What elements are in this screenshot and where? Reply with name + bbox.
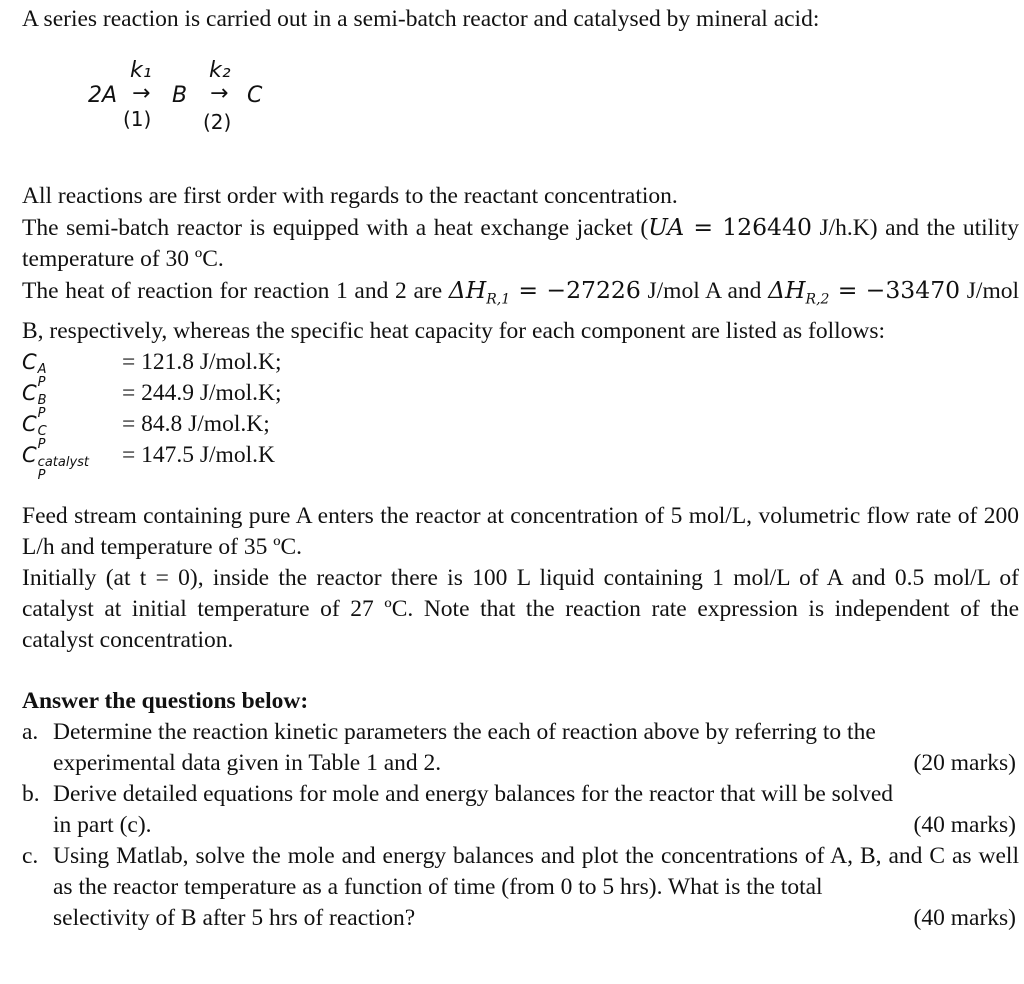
order-statement: All reactions are first order with regards to the reactant concentration. [22, 183, 678, 209]
question-a: a. Determine the reaction kinetic parameters the each of reaction above by referring to the experimental data given in Table 1 and 2. (20 marks) [22, 717, 1019, 779]
reaction-label-1: (1) [123, 107, 152, 131]
reactant-2a: 2A [88, 83, 118, 108]
cp-row-catalyst: C catalyst P = 147.5 J/mol.K [22, 441, 275, 483]
intro-text: A series reaction is carried out in a semi-batch reactor and catalysed by mineral acid: [22, 6, 820, 32]
question-b: b. Derive detailed equations for mole and energy balances for the reactor that will be solved in part (c). (40 marks) [22, 779, 1019, 841]
product-c: C [247, 83, 263, 108]
feed-statement: Feed stream containing pure A enters the reactor at concentration of 5 mol/L, volumetric flow rate of 200 L/h and temperature of 35 ºC. [22, 502, 1019, 560]
marks-b: (40 marks) [913, 811, 1016, 838]
rate-constant-k2: k₂ [209, 58, 231, 83]
reaction-arrow-1: → [132, 81, 151, 106]
reaction-scheme [22, 35, 1019, 163]
rate-constant-k1: k₁ [130, 58, 152, 83]
question-page [22, 4, 1019, 934]
questions-heading: Answer the questions below: [22, 687, 309, 714]
reaction-arrow-2: → [210, 81, 229, 106]
initial-condition-statement: Initially (at t = 0), inside the reactor there is 100 L liquid containing 1 mol/L of A and 0.5 mol/L of catalyst at initial temperature of 27 ºC. Note that the reaction rate expression is independent of the catalyst concentration. [22, 564, 1019, 653]
cp-row-a: C A P = 121.8 J/mol.K; [22, 348, 282, 390]
heat-of-reaction-statement: The heat of reaction for reaction 1 and 2 are $\Delta H_{R,1} = -27226$ J/mol A and $\Delta H_{R,2} = -33470$ J/mol B, respectively, whereas the specific heat capacity for each component are listed as follows: [22, 276, 1020, 344]
marks-a: (20 marks) [913, 749, 1016, 776]
reaction-label-2: (2) [203, 110, 232, 134]
ua-symbol: UA [648, 213, 685, 241]
heat-capacity-list [22, 347, 1019, 483]
marks-c: (40 marks) [913, 904, 1016, 931]
question-c: c. Using Matlab, solve the mole and energy balances and plot the concentrations of A, B, and C as well as the reactor temperature as a function of time (from 0 to 5 hrs). What is the total selectivity of B after 5 hrs of reaction? (40 marks) [22, 841, 1019, 934]
cp-row-c: C C P = 84.8 J/mol.K; [22, 410, 270, 452]
intermediate-b: B [172, 83, 188, 108]
cp-row-b: C B P = 244.9 J/mol.K; [22, 379, 282, 421]
jacket-statement: The semi-batch reactor is equipped with a heat exchange jacket (UA = 126440 J/h.K) and the utility temperature of 30 ºC. [22, 213, 1019, 272]
